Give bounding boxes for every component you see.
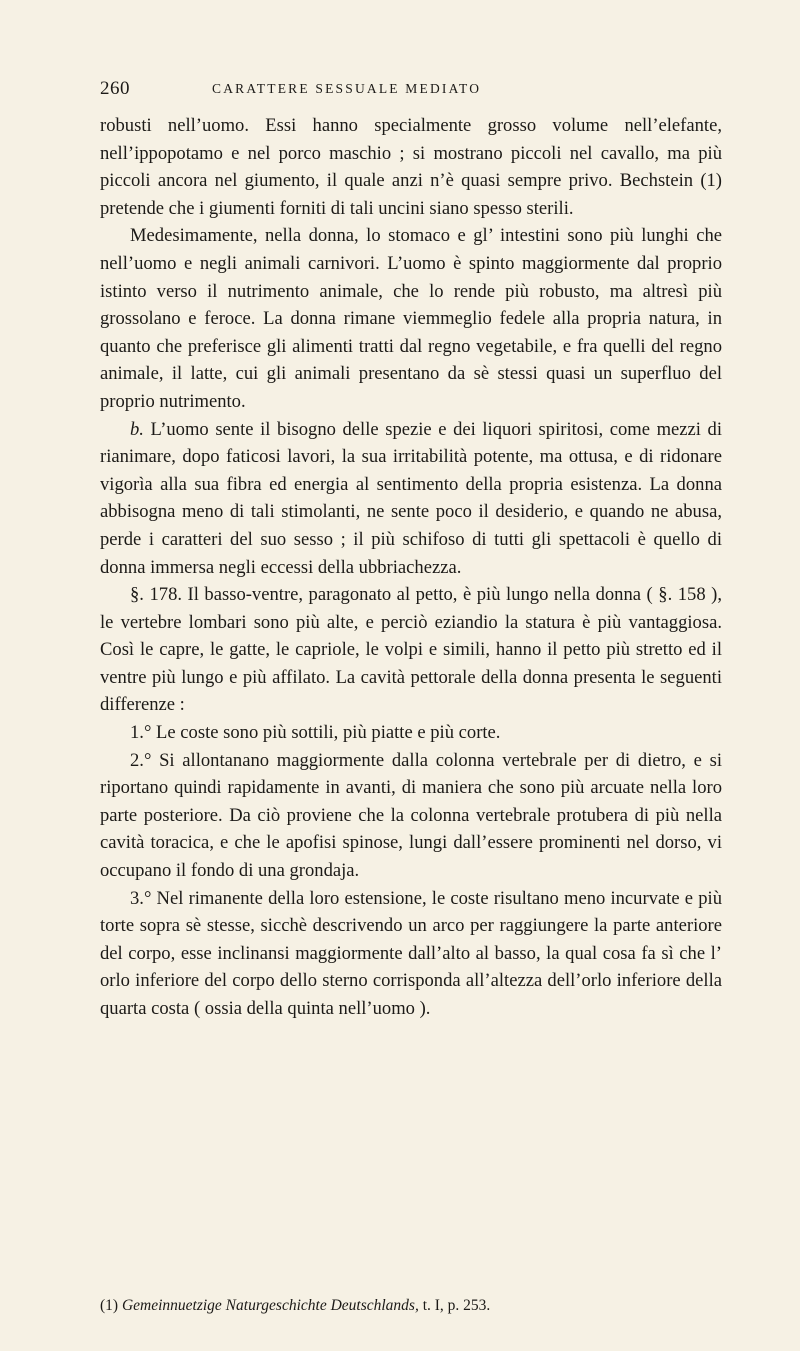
- list-item-1: 1.° Le coste sono più sottili, più piatte e più corte.: [130, 722, 501, 744]
- paragraph-continuation: robusti nell’uomo. Essi hanno specialmente grosso volume nell’elefante, nell’ippopotamo e nel porco maschio ; si mostrano piccoli nel cavallo, ma più piccoli ancora nel giumento, il quale anzi n’è quasi sempre privo. Bechstein (1) pretende che i giumenti forniti di tali uncini siano spesso sterili.: [100, 115, 722, 219]
- footnote-marker: (1): [100, 1297, 119, 1314]
- paragraph-b-text: L’uomo sente il bisogno delle spezie e dei liquori spiritosi, come mezzi di rianimare, dopo faticosi lavori, la sua irritabilità potente, ma ottusa, e di ridonare vigorìa alla sua fibra ed energia al sentimento della propria esistenza. La donna abbisogna meno di tali stimolanti, ne sente poco il desiderio, e quando ne abusa, perde i caratteri del suo sesso ; il più schifoso di tutti gli spettacoli è quello di donna immersa negli eccessi della ubbriachezza.: [100, 418, 722, 578]
- paragraph-stomach: Medesimamente, nella donna, lo stomaco e gl’ intestini sono più lunghi che nell’uomo e negli animali carnivori. L’uomo è spinto maggiormente dal proprio istinto verso il nutrimento animale, che lo rende più robusto, ma altresì più grossolano e feroce. La donna rimane viemmeglio fedele alla propria natura, in quanto che preferisce gli alimenti tratti dal regno vegetabile, e fra quelli del regno animale, il latte, cui gli animali presentano da sè stessi quasi un superfluo del proprio nutrimento.: [100, 225, 722, 412]
- footnote-title: Gemeinnuetzige Naturgeschichte Deutschlands,: [121, 1297, 419, 1314]
- paragraph-section-178: §. 178. Il basso-ventre, paragonato al petto, è più lungo nella donna ( §. 158 ), le vertebre lombari sono più alte, e perciò eziandio la statura è più vantaggiosa. Così le capre, le gatte, le capriole, le volpi e simili, hanno il petto più stretto ed il ventre più lungo e più affilato. La cavità pettorale della donna presenta le seguenti differenze :: [100, 584, 722, 716]
- body-text: [100, 112, 722, 1023]
- page-number: 260: [100, 78, 130, 99]
- list-item-2: 2.° Si allontanano maggiormente dalla colonna vertebrale per di dietro, e si riportano quindi rapidamente in avanti, di maniera che sono più arcuate nella loro parte posteriore. Da ciò proviene che la colonna vertebrale protubera di più nella cavità toracica, e che le apofisi spinose, lungi dall’essere prominenti nel dorso, vi occupano il fondo di una grondaja.: [100, 749, 722, 882]
- footnote: [100, 1296, 722, 1316]
- running-head: CARATTERE SESSUALE MEDIATO: [212, 81, 482, 96]
- paragraph-label: b.: [130, 418, 144, 440]
- page-header: [100, 78, 720, 100]
- footnote-ref: t. I, p. 253.: [418, 1297, 491, 1314]
- paragraph-b: [100, 416, 722, 582]
- list-item-3: 3.° Nel rimanente della loro estensione, le coste risultano meno incurvate e più torte sopra sè stesse, sicchè descrivendo un arco per raggiungere la parte anteriore del corpo, esse inclinansi maggiormente dall’alto al basso, la qual cosa fa sì che l’ orlo inferiore del corpo dello sterno corrisponda all’altezza dell’orlo inferiore della quarta costa ( ossia della quinta nell’uomo ).: [100, 887, 722, 1019]
